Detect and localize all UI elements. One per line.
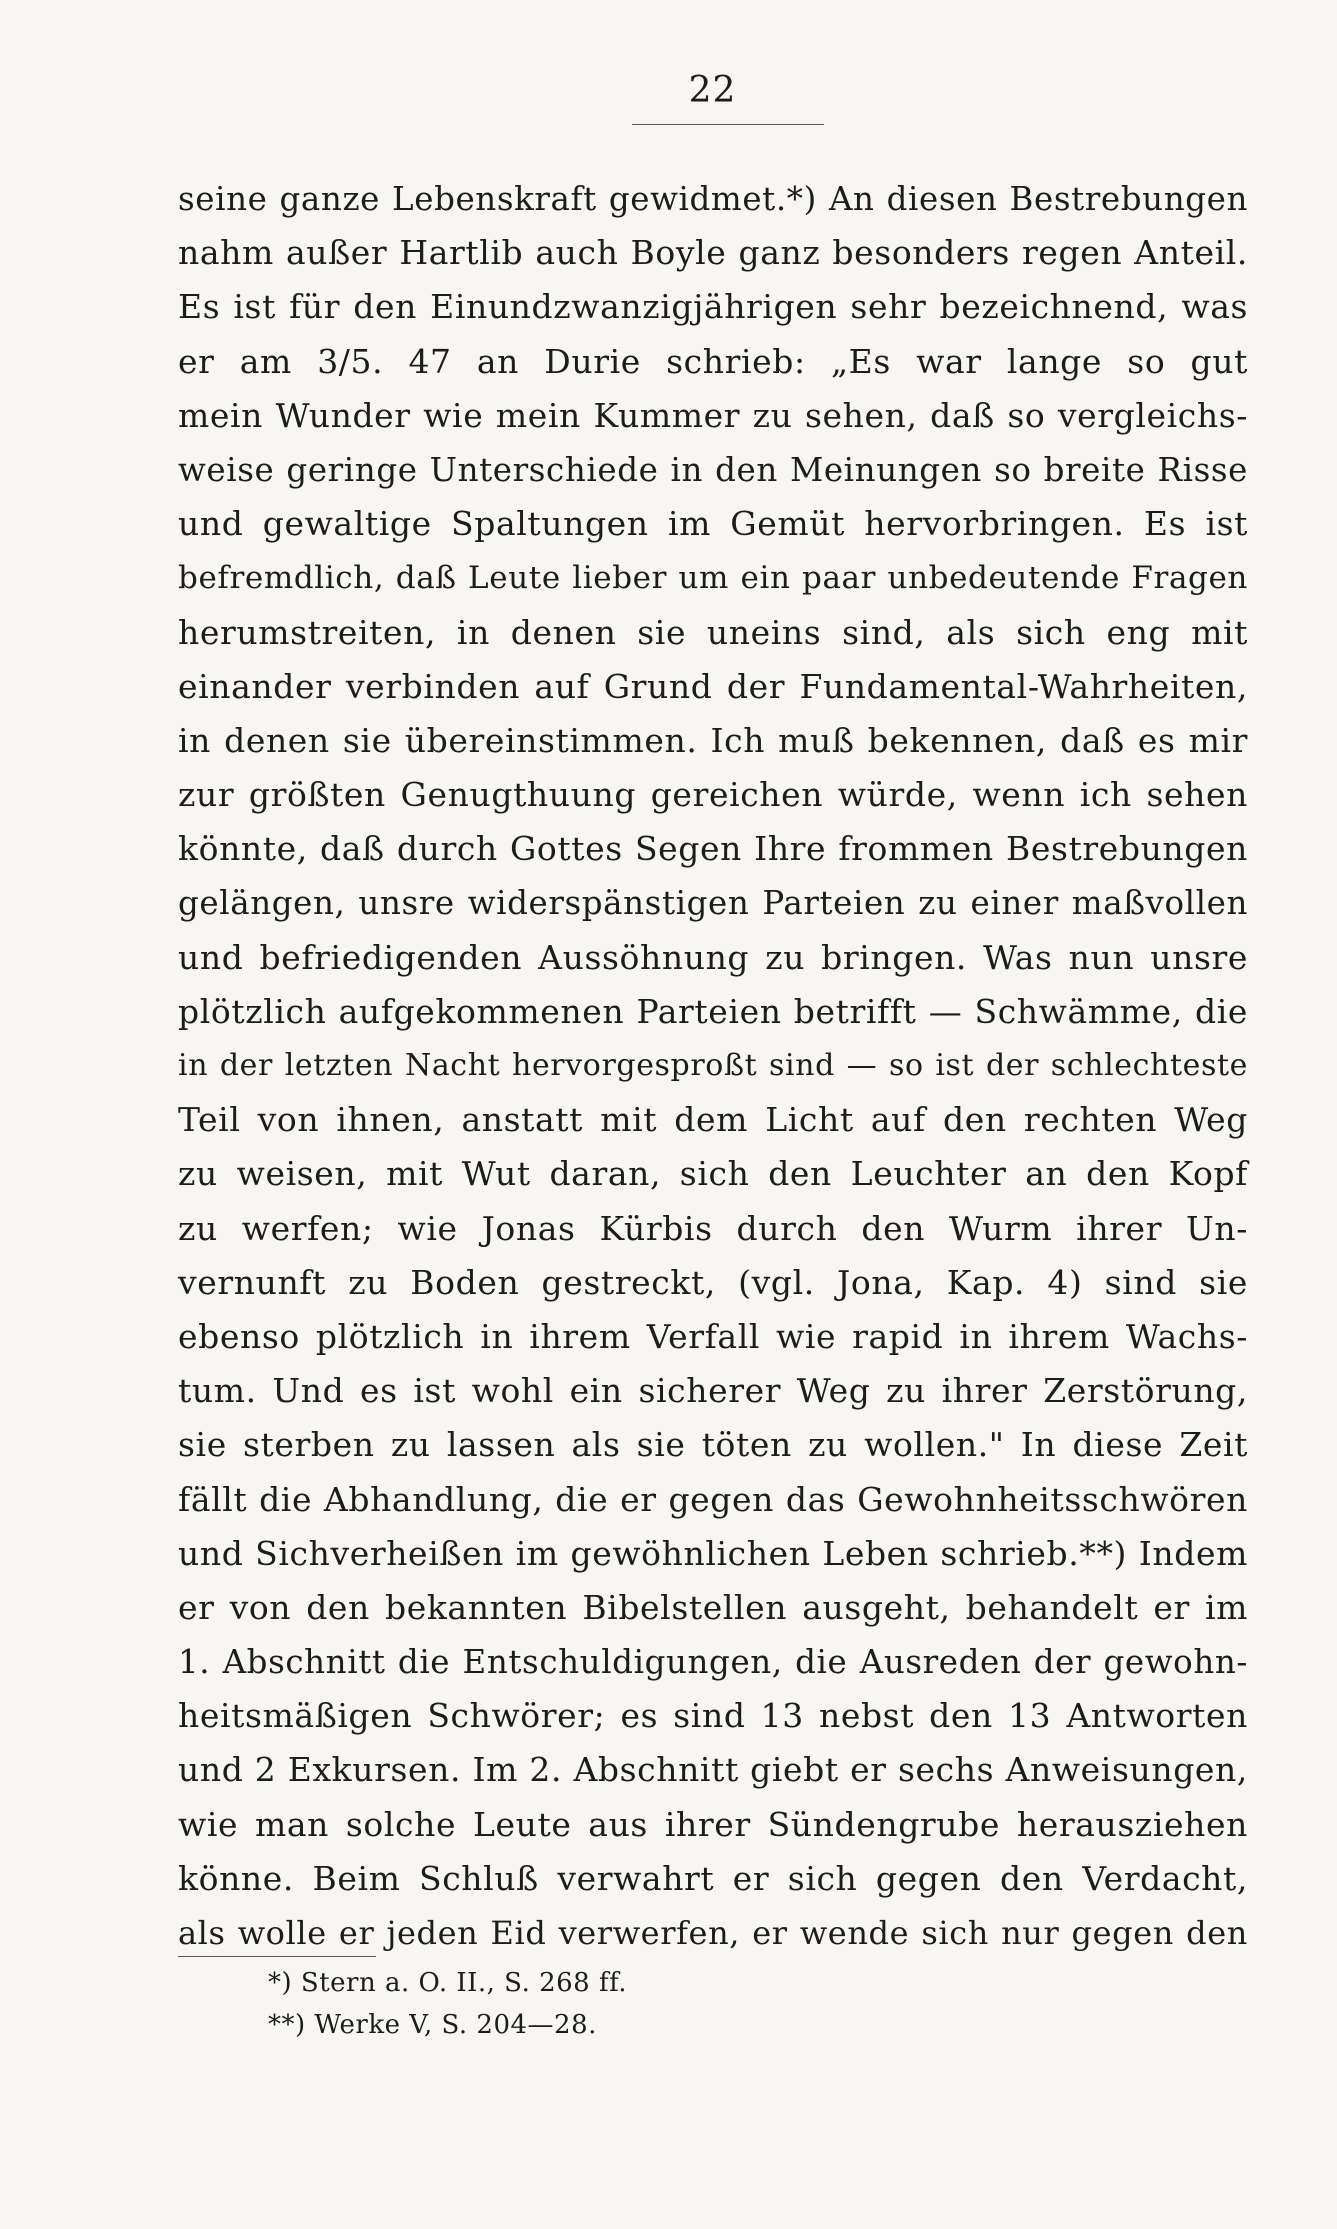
text-line: könnte, daß durch Gottes Segen Ihre frommen Bestrebungen [178,829,1248,869]
text-line: einander verbinden auf Grund der Fundamental-Wahrheiten, [178,666,1248,706]
text-line: seine ganze Lebenskraft gewidmet.*) An diesen Bestrebungen [178,180,1248,218]
footnotes [0,1962,1337,2046]
text-line: wie man solche Leute aus ihrer Sündengrube herausziehen [178,1804,1248,1844]
text-line: zu weisen, mit Wut daran, sich den Leuchter an den Kopf [178,1154,1248,1194]
text-line: ebenso plötzlich in ihrem Verfall wie rapid in ihrem Wachs- [178,1316,1248,1356]
text-line: Es ist für den Einundzwanzigjährigen sehr bezeichnend, was [178,287,1248,327]
text-line: vernunft zu Boden gestreckt, (vgl. Jona, Kap. 4) sind sie [178,1262,1248,1302]
text-line: und gewaltige Spaltungen im Gemüt hervorbringen. Es ist [178,504,1248,544]
footnote: *) Stern a. O. II., S. 268 ff. [268,1968,628,1998]
text-line: er am 3/5. 47 an Durie schrieb: „Es war lange so gut [178,341,1248,381]
text-line: zu werfen; wie Jonas Kürbis durch den Wurm ihrer Un- [178,1208,1248,1248]
text-line: 1. Abschnitt die Entschuldigungen, die Ausreden der gewohn- [178,1643,1248,1682]
header-rule [632,124,824,125]
footnote-rule [178,1956,376,1957]
text-line: sie sterben zu lassen als sie töten zu wollen." In diese Zeit [178,1425,1248,1465]
body-text [178,172,1248,1960]
text-line: in denen sie übereinstimmen. Ich muß bekennen, daß es mir [178,720,1248,760]
text-line: als wolle er jeden Eid verwerfen, er wende sich nur gegen den [178,1914,1248,1952]
text-line: tum. Und es ist wohl ein sicherer Weg zu ihrer Zerstörung, [178,1371,1248,1411]
text-line: gelängen, unsre widerspänstigen Parteien zu einer maßvollen [178,884,1248,923]
text-line: könne. Beim Schluß verwahrt er sich gegen den Verdacht, [178,1858,1248,1898]
text-line: er von den bekannten Bibelstellen ausgeht, behandelt er im [178,1587,1248,1627]
text-line: und befriedigenden Aussöhnung zu bringen. Was nun unsre [178,937,1248,977]
text-line: befremdlich, daß Leute lieber um ein paar unbedeutende Fragen [178,560,1248,597]
footnote: **) Werke V, S. 204—28. [268,2010,597,2040]
text-line: heitsmäßigen Schwörer; es sind 13 nebst den 13 Antworten [178,1696,1248,1736]
text-line: in der letzten Nacht hervorgesproßt sind — so ist der schlechteste [178,1048,1248,1083]
text-line: weise geringe Unterschiede in den Meinungen so breite Risse [178,450,1248,489]
text-line: fällt die Abhandlung, die er gegen das Gewohnheitsschwören [178,1479,1248,1519]
page-number: 22 [688,70,737,111]
text-line: mein Wunder wie mein Kummer zu sehen, daß so vergleichs- [178,395,1248,435]
text-line: Teil von ihnen, anstatt mit dem Licht auf den rechten Weg [178,1100,1248,1140]
text-line: nahm außer Hartlib auch Boyle ganz besonders regen Anteil. [178,233,1248,273]
text-line: und 2 Exkursen. Im 2. Abschnitt giebt er sechs Anweisungen, [178,1750,1248,1790]
text-line: herumstreiten, in denen sie uneins sind, als sich eng mit [178,612,1248,652]
text-line: zur größten Genugthuung gereichen würde, wenn ich sehen [178,775,1248,815]
text-line: und Sichverheißen im gewöhnlichen Leben schrieb.**) Indem [178,1533,1248,1573]
text-line: plötzlich aufgekommenen Parteien betrifft — Schwämme, die [178,991,1248,1031]
